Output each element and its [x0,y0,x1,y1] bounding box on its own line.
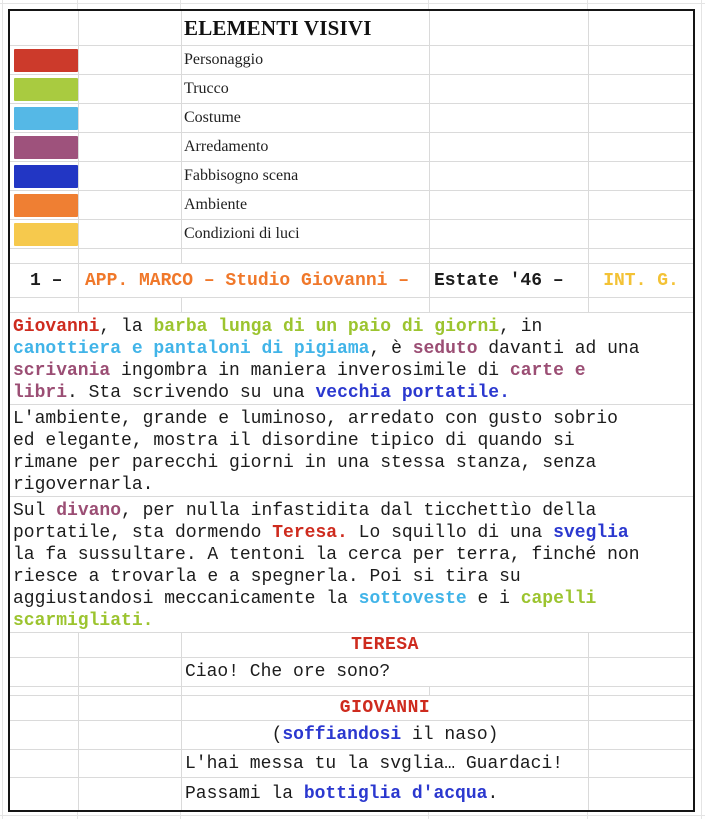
luci-color-swatch [14,223,78,246]
text-segment: , è [369,339,413,359]
empty-cell[interactable] [79,750,182,777]
text-segment: Sul [13,501,57,521]
scene-heading-row [10,264,693,298]
text-segment: . [487,784,499,804]
color-swatch-cell[interactable] [10,75,79,103]
legend-header-row [10,11,693,46]
empty-cell[interactable] [79,162,182,190]
arredamento-color-swatch [14,136,78,159]
gridline-tick [77,0,78,9]
empty-cell[interactable] [589,133,693,161]
legend-label: Trucco [182,75,430,103]
character-name-teresa[interactable]: TERESA [182,633,589,657]
text-segment: canottiera e pantaloni di pigiama [13,339,370,359]
empty-cell[interactable] [182,687,430,695]
legend-row-costume [10,104,693,133]
empty-cell[interactable] [79,133,182,161]
text-segment: L'hai messa tu la svglia… Guardaci! [185,753,564,774]
text-segment: aggiustandosi meccanicamente la [13,589,359,609]
text-segment: Passami la [185,784,304,804]
empty-cell[interactable] [10,249,79,263]
empty-cell[interactable] [589,162,693,190]
empty-cell[interactable] [430,11,589,45]
legend-row-ambiente [10,191,693,220]
gridline-tick [180,812,181,819]
legend-label: Ambiente [182,191,430,219]
legend-label: Arredamento [182,133,430,161]
empty-cell[interactable] [589,191,693,219]
scene-number[interactable]: 1 – [10,264,79,297]
gridline [2,0,3,819]
dialogue-parenthetical-row [10,721,693,750]
empty-cell[interactable] [589,687,693,695]
text-segment: bottiglia d'acqua [303,784,488,804]
text-segment: ed elegante, mostra il disordine tipico di quando si [13,431,575,451]
text-segment: vecchia portatile. [315,383,510,403]
ambiente-color-swatch [14,194,78,217]
empty-cell[interactable] [430,104,589,132]
text-segment: , la [99,317,154,337]
text-segment: il naso) [401,725,499,745]
empty-cell[interactable] [10,11,79,45]
empty-cell[interactable] [589,11,693,45]
empty-cell[interactable] [589,750,693,777]
empty-cell[interactable] [430,133,589,161]
empty-cell[interactable] [182,249,430,263]
parenthetical-line[interactable] [182,721,589,749]
empty-cell[interactable] [79,633,182,657]
empty-cell[interactable] [589,721,693,749]
color-swatch-cell[interactable] [10,162,79,190]
dialogue-character-row [10,696,693,721]
empty-cell[interactable] [589,75,693,103]
scene-season[interactable]: Estate '46 – [430,264,589,297]
dialogue-line-row [10,658,693,687]
text-segment: ( [271,725,283,745]
empty-cell[interactable] [10,721,79,749]
empty-cell[interactable] [79,658,182,686]
empty-cell[interactable] [589,633,693,657]
spacer-row [10,687,693,696]
color-swatch-cell[interactable] [10,191,79,219]
empty-cell[interactable] [79,778,182,810]
text-segment: carte e [509,361,586,381]
text-segment: L'ambiente, grande e luminoso, arredato con gusto sobrio [13,409,618,429]
text-segment: rigovernarla. [13,475,154,495]
text-segment: soffiandosi [282,725,402,745]
text-segment: sveglia [553,523,629,543]
gridline [0,3,705,4]
text-segment: divano [56,501,122,521]
empty-cell[interactable] [430,46,589,74]
gridline-tick [428,0,429,9]
legend-row-condizioni-di-luci [10,220,693,249]
text-segment: riesce a trovarla e a spegnerla. Poi si tira su [13,567,521,587]
scene-location[interactable]: APP. MARCO – Studio Giovanni – [79,264,430,297]
legend-label: Personaggio [182,46,430,74]
color-swatch-cell[interactable] [10,46,79,74]
empty-cell[interactable] [430,191,589,219]
text-segment: . Sta scrivendo su una [67,383,316,403]
text-segment: Lo squillo di una [347,523,554,543]
empty-cell[interactable] [430,298,589,312]
text-segment: Ciao! Che ore sono? [185,662,391,682]
text-segment: seduto [412,339,478,359]
dialogue-line[interactable] [182,658,589,686]
empty-cell[interactable] [10,687,79,695]
gridline-tick [587,0,588,9]
spacer-row [10,249,693,264]
dialogue-character-row [10,633,693,658]
text-segment: Teresa. [272,523,348,543]
paragraph-text[interactable] [10,497,693,632]
empty-cell[interactable] [10,750,79,777]
empty-cell[interactable] [430,220,589,248]
empty-cell[interactable] [79,298,182,312]
empty-cell[interactable] [79,721,182,749]
gridline-tick [77,812,78,819]
legend-title: ELEMENTI VISIVI [182,11,430,45]
text-segment: ingombra in maniera inverosimile di [110,361,510,381]
empty-cell[interactable] [430,162,589,190]
text-segment: scrivania [13,361,111,381]
action-paragraph-1 [10,313,693,405]
empty-cell[interactable] [589,46,693,74]
text-segment: , in [499,317,543,337]
text-segment: davanti ad una [477,339,640,359]
scene-interior-tag[interactable]: INT. G. [603,270,679,291]
empty-cell[interactable] [10,778,79,810]
text-segment: portatile, sta dormendo [13,523,273,543]
legend-label: Fabbisogno scena [182,162,430,190]
empty-cell[interactable] [79,75,182,103]
empty-cell[interactable] [79,696,182,720]
color-swatch-cell[interactable] [10,133,79,161]
paragraph-text[interactable] [10,313,693,404]
empty-cell[interactable] [589,249,693,263]
dialogue-line[interactable] [182,750,589,777]
gridline [701,0,702,819]
character-name-giovanni[interactable]: GIOVANNI [182,696,589,720]
empty-cell[interactable] [589,658,693,686]
text-segment: e i [466,589,521,609]
empty-cell[interactable] [79,220,182,248]
color-swatch-cell[interactable] [10,104,79,132]
action-paragraph-2 [10,405,693,497]
text-segment: , per nulla infastidita dal ticchettìo della [121,501,597,521]
gridline-tick [428,812,429,819]
empty-cell[interactable] [589,104,693,132]
empty-cell[interactable] [10,696,79,720]
paragraph-text[interactable] [10,405,693,496]
empty-cell[interactable] [430,75,589,103]
text-segment: la fa sussultare. A tentoni la cerca per terra, finché non [13,545,640,565]
gridline-tick [180,0,181,9]
legend-label: Costume [182,104,430,132]
legend-label: Condizioni di luci [182,220,430,248]
empty-cell[interactable] [589,778,693,810]
text-segment: rimane per parecchi giorni in una stessa stanza, senza [13,453,597,473]
action-paragraph-3 [10,497,693,633]
dialogue-line-row [10,750,693,778]
empty-cell[interactable] [430,687,589,695]
trucco-color-swatch [14,78,78,101]
costume-color-swatch [14,107,78,130]
text-segment: sottoveste [358,589,467,609]
gridline-tick [587,812,588,819]
text-segment: Giovanni [13,317,100,337]
legend-row-arredamento [10,133,693,162]
breakdown-table [8,9,695,812]
text-segment: capelli [520,589,597,609]
empty-cell[interactable] [10,298,79,312]
empty-cell[interactable] [589,220,693,248]
empty-cell[interactable] [79,191,182,219]
empty-cell[interactable] [79,104,182,132]
empty-cell[interactable] [589,298,693,312]
color-swatch-cell[interactable] [10,220,79,248]
text-segment: libri [13,383,68,403]
empty-cell[interactable] [430,249,589,263]
empty-cell[interactable] [182,298,430,312]
fabbisogno-color-swatch [14,165,78,188]
empty-cell[interactable] [589,696,693,720]
empty-cell[interactable] [10,633,79,657]
legend-row-trucco [10,75,693,104]
legend-row-fabbisogno-scena [10,162,693,191]
empty-cell[interactable] [79,11,182,45]
empty-cell[interactable] [79,46,182,74]
empty-cell[interactable] [10,658,79,686]
text-segment: scarmigliati. [13,611,154,631]
empty-cell[interactable] [79,687,182,695]
text-segment: barba lunga di un paio di giorni [153,317,500,337]
personaggio-color-swatch [14,49,78,72]
dialogue-line[interactable] [182,778,589,810]
gridline [0,815,705,816]
legend-row-personaggio [10,46,693,75]
empty-cell[interactable] [79,249,182,263]
spacer-row [10,298,693,313]
dialogue-line-row [10,778,693,810]
